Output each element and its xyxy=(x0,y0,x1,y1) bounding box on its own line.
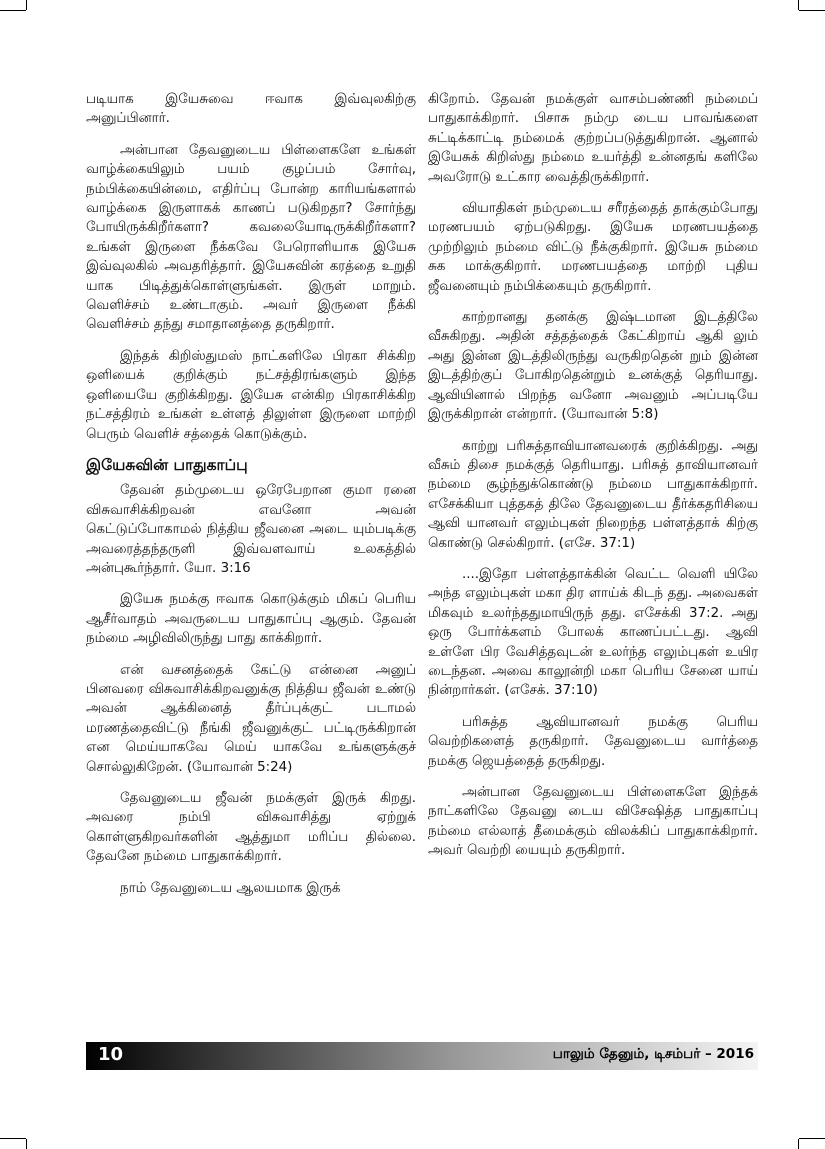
paragraph: பரிசுத்த ஆவியானவர் நமக்கு பெரிய வெற்றிகளைத் தருகிறார். தேவனுடைய வார்த்தை நமக்கு ஜெயத்தைத் தருகிறது. xyxy=(428,714,758,769)
left-column xyxy=(86,90,416,910)
paragraph: இயேசு நமக்கு ஈவாக கொடுக்கும் மிகப் பெரிய ஆசீர்வாதம் அவருடைய பாதுகாப்பு ஆகும். தேவன் நம்மை அழிவிலிருந்து பாது காக்கிறார். xyxy=(86,592,416,647)
paragraph: இந்தக் கிறிஸ்துமஸ் நாட்களிலே பிரகா சிக்கிற ஒளியைக் குறிக்கும் நட்சத்திரங்களும் இந்த ஒளியையே குறிக்கிறது. இயேசு என்கிற பிரகாசிக்கிற நட்சத்திரம் உங்கள் உள்ளத் திலுள்ள இருளை மாற்றி பெரும் வெளிச் சத்தைக் கொடுக்கும். xyxy=(86,348,416,442)
paragraph: தேவனுடைய ஜீவன் நமக்குள் இருக் கிறது. அவரை நம்பி விசுவாசித்து ஏற்றுக் கொள்ளுகிறவர்களின் ஆத்துமா மரிப்ப தில்லை. தேவனே நம்மை பாதுகாக்கிறார். xyxy=(86,791,416,865)
paragraph: அன்பான தேவனுடைய பிள்ளைகளே உங்கள் வாழ்க்கையிலும் பயம் குழப்பம் சோர்வு, நம்பிக்கையின்மை, எதிர்ப்பு போன்ற காரியங்களால் வாழ்க்கை இருளாகக் காணப் படுகிறதா? சோர்ந்து போயிருக்கிறீர்களா? கவலையோடிருக்கிறீர்களா? உங்கள் இருளை நீக்கவே பேரொளியாக இயேசு இவ்வுலகில் அவதரித்தார். இயேசுவின் கரத்தை உறுதி யாக பிடித்துக்கொள்ளுங்கள். இருள் மாறும். வெளிச்சம் உண்டாகும். அவர் இருளை நீக்கி வெளிச்சம் தந்து சமாதானத்தை தருகிறார். xyxy=(86,142,416,333)
paragraph: வியாதிகள் நம்முடைய சரீரத்தைத் தாக்கும்போது மரணபயம் ஏற்படுகிறது. இயேசு மரணபயத்தை முற்றிலும் நம்மை விட்டு நீக்குகிறார். இயேசு நம்மை சுக மாக்குகிறார். மரணபயத்தை மாற்றி புதிய ஜீவனையும் நம்பிக்கையும் தருகிறார். xyxy=(428,201,758,294)
page-number: 10 xyxy=(98,1044,124,1065)
crop-mark xyxy=(26,1139,27,1149)
paragraph: ....இதோ பள்ளத்தாக்கின் வெட்ட வெளி யிலே அந்த எலும்புகள் மகா திர ளாய்க் கிடந் தது. அவைகள் மிகவும் உலர்ந்ததுமாயிருந் தது. எசேக்கி 37:2. அது ஒரு போர்க்களம் போலக் காணப்பட்டது. ஆவி உள்ளே பிர வேசித்தவுடன் உலர்ந்த எலும்புகள் உயிர டைந்தன. அவை காலூன்றி மகா பெரிய சேனை யாய் நின்றார்கள். (எசேக். 37:10) xyxy=(428,566,758,699)
paragraph: நாம் தேவனுடைய ஆலயமாக இருக் xyxy=(120,880,341,896)
paragraph: படியாக இயேசுவை ஈவாக இவ்வுலகிற்கு அனுப்பினார். xyxy=(86,92,416,127)
crop-mark xyxy=(799,10,825,11)
issue-info: பாலும் தேனும், டிசம்பர் – 2016 xyxy=(552,1046,754,1062)
crop-mark xyxy=(26,0,27,10)
crop-mark xyxy=(0,1138,26,1139)
crop-mark xyxy=(0,10,26,11)
section-heading: இயேசுவின் பாதுகாப்பு xyxy=(86,455,248,474)
paragraph: அன்பான தேவனுடைய பிள்ளைகளே இந்தக் நாட்களிலே தேவனு டைய விசேஷித்த பாதுகாப்பு நம்மை எல்லாத் தீமைக்கும் விலக்கிப் பாதுகாக்கிறார். அவர் வெற்றி யையும் தருகிறார். xyxy=(428,785,758,859)
paragraph: கிறோம். தேவன் நமக்குள் வாசம்பண்ணி நம்மைப் பாதுகாக்கிறார். பிசாசு நம்மு டைய பாவங்களை சுட்டிக்காட்டி நம்மைக் குற்றப்படுத்துகிறான். ஆனால் இயேசுக் கிறிஸ்து நம்மை உயர்த்தி உன்னதங் களிலே அவரோடு உட்கார வைத்திருக்கிறார். xyxy=(428,92,758,185)
right-column xyxy=(428,90,758,873)
paragraph: தேவன் தம்முடைய ஒரேபேறான குமா ரனை விசுவாசிக்கிறவன் எவனோ அவன் கெட்டுப்போகாமல் நித்திய ஜீவனை அடை யும்படிக்கு அவரைத்தந்தருளி இவ்வளவாய் உலகத்தில் அன்புகூர்ந்தார். யோ. 3:16 xyxy=(86,483,416,576)
crop-mark xyxy=(798,0,799,10)
page-footer xyxy=(86,1042,758,1070)
paragraph: என் வசனத்தைக் கேட்டு என்னை அனுப் பினவரை விசுவாசிக்கிறவனுக்கு நித்திய ஜீவன் உண்டு அவன் ஆக்கினைத் தீர்ப்புக்குட் படாமல் மரணத்தைவிட்டு நீங்கி ஜீவனுக்குட் பட்டிருக்கிறான் என மெய்யாகவே மெய் யாகவே உங்களுக்குச் சொல்லுகிறேன். (யோவான் 5:24) xyxy=(86,662,416,775)
paragraph: காற்று பரிசுத்தாவியானவரைக் குறிக்கிறது. அது வீசும் திசை நமக்குத் தெரியாது. பரிசுத் தாவியானவர் நம்மை சூழ்ந்துக்கொண்டு நம்மை பாதுகாக்கிறார். எசேக்கியா புத்தகத் திலே தேவனுடைய தீர்க்கதரிசியை ஆவி யானவர் எலும்புகள் நிறைந்த பள்ளத்தாக் கிற்கு கொண்டு செல்கிறார். (எசே. 37:1) xyxy=(428,438,758,551)
crop-mark xyxy=(799,1138,825,1139)
paragraph: காற்றானது தனக்கு இஷ்டமான இடத்திலே வீசுகிறது. அதின் சத்தத்தைக் கேட்கிறாய் ஆகி லும் அது இன்ன இடத்திலிருந்து வருகிறதென் றும் இன்ன இடத்திற்குப் போகிறதென்றும் உனக்குத் தெரியாது. ஆவியினால் பிறந்த வனோ அவனும் அப்படியே இருக்கிறான் என்றார். (யோவான் 5:8) xyxy=(428,310,758,423)
crop-mark xyxy=(798,1139,799,1149)
